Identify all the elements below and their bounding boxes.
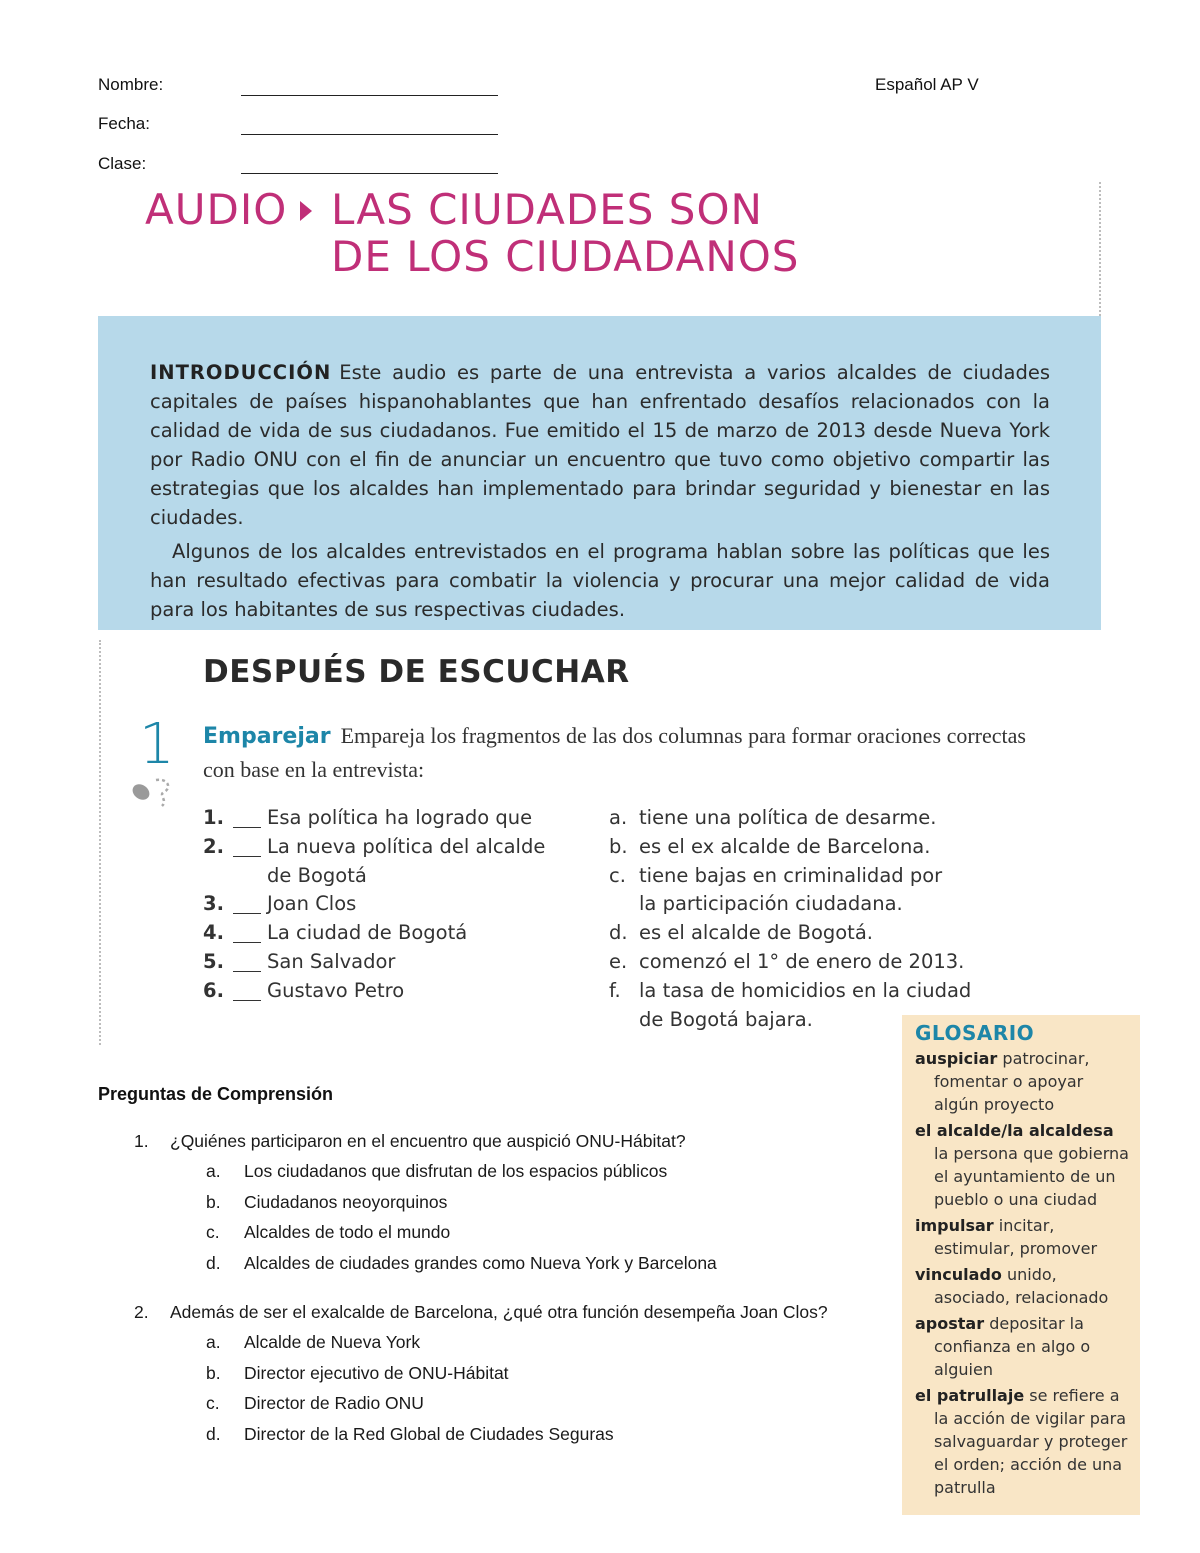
match-right-continuation: la participación ciudadana.	[639, 892, 903, 916]
glossary-definition: incitar, estimular, promover	[934, 1216, 1098, 1258]
answer-blank[interactable]	[233, 919, 261, 943]
glossary-entry	[902, 1214, 1140, 1260]
question-number: 2.	[134, 1302, 149, 1322]
intro-box	[98, 316, 1101, 630]
glossary-definition: la persona que gobierna el ayuntamiento de un pueblo o una ciudad	[934, 1144, 1129, 1209]
class-label: Clase:	[98, 154, 147, 173]
match-right-item: d. es el alcalde de Bogotá.	[609, 921, 873, 945]
name-line[interactable]	[241, 95, 498, 96]
matching-right-column	[609, 804, 971, 1034]
match-right-item: b. es el ex alcalde de Barcelona.	[609, 834, 931, 858]
glossary-term: impulsar	[915, 1216, 994, 1235]
match-right-continuation: de Bogotá bajara.	[639, 1007, 813, 1031]
title-border	[1099, 182, 1101, 316]
match-right-item: c. tiene bajas en criminalidad por	[609, 863, 943, 887]
answer-blank[interactable]	[233, 804, 261, 828]
activity-number: 1	[139, 712, 175, 777]
match-left-item: 4. La ciudad de Bogotá	[203, 921, 468, 945]
glossary-term: el patrullaje	[915, 1386, 1025, 1405]
glossary-definition: unido, asociado, relacionado	[934, 1265, 1109, 1307]
match-left-item: 3. Joan Clos	[203, 892, 357, 916]
course-label: Español AP V	[875, 75, 979, 94]
glossary-term: vinculado	[915, 1265, 1002, 1284]
match-left-item: 1. Esa política ha logrado que	[203, 806, 533, 829]
activity-instructions-text: Empareja los fragmentos de las dos columnas para formar oraciones correctas con base en la entrevista:	[203, 723, 1026, 782]
activity-instructions	[203, 719, 1043, 786]
match-right-item: e. comenzó el 1° de enero de 2013.	[609, 949, 965, 973]
match-left-item: 6. Gustavo Petro	[203, 978, 405, 1002]
answer-blank[interactable]	[233, 977, 261, 1001]
match-left-item: 5. San Salvador	[203, 949, 396, 973]
answer-blank[interactable]	[233, 948, 261, 972]
date-label: Fecha:	[98, 114, 150, 133]
glossary-definition: depositar la confianza en algo o alguien	[934, 1314, 1091, 1379]
question-text: ¿Quiénes participaron en el encuentro que auspició ONU-Hábitat?	[170, 1131, 686, 1151]
answer-blank[interactable]	[233, 890, 261, 914]
glossary-entry	[902, 1384, 1140, 1499]
intro-heading: INTRODUCCIÓN	[150, 361, 332, 384]
class-line[interactable]	[241, 173, 498, 174]
name-label: Nombre:	[98, 75, 164, 94]
title-line1: LAS CIUDADES SON	[331, 185, 763, 234]
glossary-title: GLOSARIO	[915, 1021, 1035, 1045]
ear-icon	[128, 774, 176, 810]
intro-paragraph-2: Algunos de los alcaldes entrevistados en el programa hablan sobre las políticas que les han resultado efectivas para combatir la violencia y procurar una mejor calidad de vida para los habitantes de sus respectivas ciudades.	[150, 540, 1050, 621]
match-left-item: 2. La nueva política del alcalde	[203, 834, 546, 858]
intro-paragraph-1	[150, 358, 1050, 532]
glossary-definition: patrocinar, fomentar o apoyar algún proyecto	[934, 1049, 1090, 1114]
date-line[interactable]	[241, 134, 498, 135]
match-left-continuation: de Bogotá	[267, 863, 367, 887]
glossary-definition: se refiere a la acción de vigilar para salvaguardar y proteger el orden; acción de una patrulla	[934, 1386, 1128, 1497]
title-line2: DE LOS CIUDADANOS	[331, 232, 800, 281]
questions-heading: Preguntas de Comprensión	[98, 1084, 334, 1104]
match-right-item: f. la tasa de homicidios en la ciudad	[609, 978, 972, 1002]
question-number: 1.	[134, 1131, 149, 1151]
glossary-term: apostar	[915, 1314, 985, 1333]
glossary-term: auspiciar	[915, 1049, 998, 1068]
glossary-entry	[902, 1119, 1140, 1211]
glossary-entry	[902, 1263, 1140, 1309]
glossary-term: el alcalde/la alcaldesa	[915, 1121, 1114, 1140]
arrow-right-icon	[298, 199, 314, 223]
matching-left-column	[203, 804, 545, 1006]
glossary-entry	[902, 1312, 1140, 1381]
glossary-entry	[902, 1047, 1140, 1116]
glossary-box	[902, 1015, 1140, 1515]
questions-list: 1. ¿Quiénes participaron en el encuentro que auspició ONU-Hábitat? a. Los ciudadanos que disfrutan de los espacios públicos b. Ciudadanos neoyorquinos c. Alcaldes de todo el mundo d. Alcaldes de ciudades grandes como Nueva York y Barcelona 2. Además de ser el exalcalde de Barcelona, ¿qué otra función desempeña Joan Clos? a. Alcalde de Nueva York b. Director ejecutivo de ONU-Hábitat c. Director de Radio ONU d. Director de la Red Global de Ciudades Seguras	[134, 1131, 828, 1444]
activity-title: Emparejar	[203, 724, 331, 749]
intro-text	[150, 358, 1050, 624]
section-heading: DESPUÉS DE ESCUCHAR	[203, 654, 630, 690]
title-audio: AUDIO	[145, 185, 288, 234]
answer-blank[interactable]	[233, 833, 261, 857]
match-right-item: a. tiene una política de desarme.	[609, 806, 937, 829]
activity-border	[99, 640, 101, 1045]
question-text: Además de ser el exalcalde de Barcelona, ¿qué otra función desempeña Joan Clos?	[170, 1302, 828, 1322]
intro-p1-text: Este audio es parte de una entrevista a varios alcaldes de ciudades capitales de países hispanohablantes que han enfrentado desafíos relacionados con la calidad de vida de sus ciudadanos. Fue emitido el 15 de marzo de 2013 desde Nueva York por Radio ONU con el fin de anunciar un encuentro que tuvo como objetivo compartir las estrategias que los alcaldes han implementado para brindar seguridad y bienestar en las ciudades.	[150, 361, 1050, 529]
